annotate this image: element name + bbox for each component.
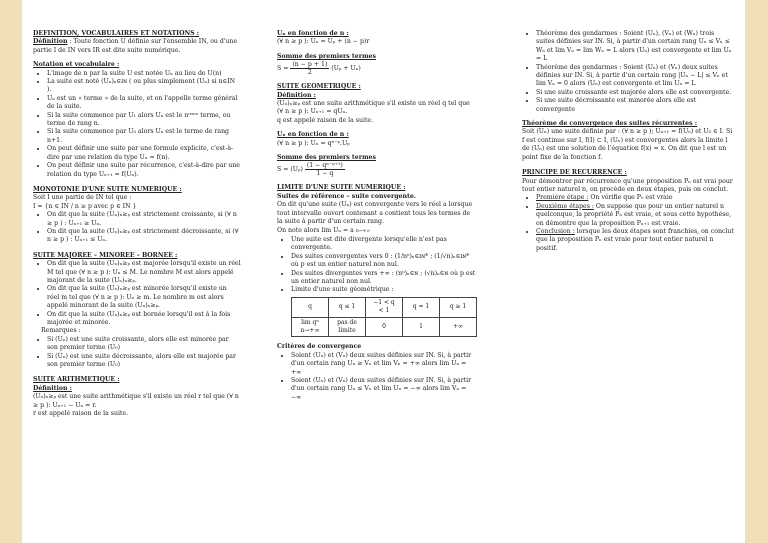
geo-sum-label: Somme des premiers termes [277,154,376,162]
table-cell: +∞ [440,317,477,337]
list-item: • Première étape : On vérifie que P₀ est vraie [536,194,734,202]
monotonie-list [33,211,241,245]
limite-list [277,236,477,295]
table-cell: 1 [403,317,440,337]
table-cell: q ≥ 1 [440,297,477,317]
remarques-label: Remarques : [41,327,81,335]
list-item: • Soient (Uₙ) et (Vₙ) deux suites définies sur IN. Si, à partir d'un certain rang Uₙ ≤ Vₙ et lim Uₙ = −∞ alors lim Vₙ = −∞ [291,377,477,402]
monotonie-intro: Soit I une partie de IN tel que : [33,194,132,202]
definition-paragraph: Définition : Toute fonction U définie sur l'ensemble IN, ou d'une partie I de IN vers IR est dite suite numérique. [33,38,238,54]
list-item: • Théorème des gendarmes : Soient (Uₙ), (Vₙ) et (Wₙ) trois suites définies sur IN. Si, à partir d'un certain rang Uₙ ≤ Vₙ ≤ Wₙ et lim Vₙ = lim Wₙ = L alors (Uₙ) est convergente et lim Uₙ = L [536,30,734,64]
list-item: • Deuxième étapes : On suppose que pour un entier naturel n quelconque, la propriété Pₙ est vraie, et sous cette hypothèse, on démontre que la proposition Pₙ₊₁ est vraie. [536,203,734,228]
table-row [292,317,477,337]
section-title-monotonie: MONOTONIE D'UNE SUITE NUMERIQUE : [33,185,182,193]
list-item: • Si (Uₙ) est une suite croissante, alors elle est minorée par son premier terme (U₀) [47,336,241,353]
fraction: $\frac{\text{(1 − qⁿ⁻ᵖ⁺¹)}}{1 - q}$ [306,162,343,178]
list-item: • On dit que la suite (Uₙ)ₙ≥ₚ est strictement croissante, si (∀ n ≥ p ) : Uₙ₊₁ ≥ Uₙ. [47,211,241,228]
arith-sum-label: Somme des premiers termes [277,52,376,60]
arith-def-label: Définition : [33,384,72,392]
arith-fn-label: Uₙ en fonction de n : [277,30,349,37]
arith-def-text: (Uₙ)ₙ≥ₚ est une suite arithmétique s'il existe un réel r tel que (∀ n ≥ p ): Uₙ₊₁ − Uₙ = r. [33,393,239,409]
arith-sum-formula: S = $\frac{(n - p + 1)}{2}$ (Uₚ + Uₙ) [277,61,361,77]
table-cell: 0 [366,317,403,337]
limite-subtitle: Suites de référence – suite convergente. [277,192,416,200]
column-1 [33,30,241,418]
convergence-title: Critères de convergence [277,343,362,351]
list-item: • Théorème des gendarmes : Soient (Uₙ) et (Vₙ) deux suites définies sur IN. Si, à partir d'un certain rang |Uₙ − L| ≤ Vₙ et lim Vₙ = 0 alors (Uₙ) est convergente et lim Uₙ = L [536,64,734,89]
section-title-geometrique: SUITE GEOMETRIQUE : [277,83,361,91]
fraction: $\frac{(n - p + 1)}{2}$ [292,61,328,77]
list-item: • Des suites divergentes vers +∞ : (nᵖ)ₙ∈ɴ ; (√n)ₙ∈ɴ où p est un entier naturel non nul. [291,270,477,287]
list-item: • On dit que la suite (Uₙ)ₙ≥ₚ est minorée lorsqu'il existe un réel m tel que (∀ n ≥ p ): Uₙ ≥ m. Le nombre m est alors appelé minorant de la suite (Uₙ)ₙ≥ₚ. [47,285,241,310]
recurrentes-title: Théorème de convergence des suites récurrentes : [522,120,698,128]
list-item: • On dit que la suite (Uₙ)ₙ≥ₚ est majorée lorsqu'il existe un réel M tel que (∀ n ≥ p ): Uₙ ≤ M. Le nombre M est alors appelé majorant de la suite (Uₙ)ₙ≥ₚ. [47,260,241,285]
list-item: • Si une suite décroissante est minorée alors elle est convergente [536,97,734,114]
list-item: • Une suite est dite divergente lorsqu'elle n'est pas convergente. [291,236,477,253]
geo-fn: (∀ n ≥ p ): Uₙ = qⁿ⁻ᵖ.Uₚ [277,139,350,147]
table-cell: q ≤ 1 [329,297,366,317]
list-item: • L'image de n par la suite U est notée Uₙ au lieu de U(n) [47,70,241,78]
section-title-bornee: SUITE MAJOREE – MINOREE – BORNEE : [33,251,178,259]
list-item: • On dit que la suite (Uₙ)ₙ≥ₚ est bornée lorsqu'il est à la fois majorée et minorée. [47,311,241,328]
convergence-list [277,352,477,402]
gendarmes-list [522,30,734,114]
recurrence-list [522,194,734,253]
column-3 [522,30,734,253]
geo-def-text: (Uₙ)ₙ≥ₚ est une suite arithmétique s'il existe un réel q tel que (∀ n ≥ p ): Uₙ₊₁ = qUₙ. [277,100,470,116]
section-title-arithmetique: SUITE ARITHMETIQUE : [33,376,120,384]
geometric-limit-table [291,297,477,338]
section-title-recurrence: PRINCIPE DE RECURRENCE : [522,169,627,177]
table-row [292,297,477,317]
list-item: • Soient (Uₙ) et (Vₙ) deux suites définies sur IN. Si, à partir d'un certain rang Uₙ ≥ Vₙ et lim Vₙ = +∞ alors lim Uₙ = +∞ [291,352,477,377]
table-cell: q = 1 [403,297,440,317]
table-cell: lim qⁿ n→+∞ [292,317,329,337]
list-item: • Conclusion : lorsque les deux étapes sont franchies, on conclut que la proposition Pₙ est vraie pour tout entier naturel n positif. [536,228,734,253]
list-item: • On peut définir une suite par récurrence, c'est-à-dire par une relation du type Uₙ₊₁ = f(Uₙ). [47,162,241,179]
notation-list [33,70,241,179]
arith-reason: r est appelé raison de la suite. [33,410,129,418]
arith-fn: (∀ n ≥ p ): Uₙ = Uₚ + (n − p)r [277,38,370,46]
recurrentes-text: Soit (Uₙ) une suite définie par : (∀ n ≥ p ); Uₙ₊₁ = f(Uₙ) et U₀ ∈ I. Si f est continue sur I, f(I) ⊂ I, (Uₙ) est convergentes alors la limite l de (Uₙ) est une solution de l'équation f(x) = x. On dit que l est un point fixe de la fonction f. [522,128,733,161]
geo-def-label: Définition : [277,91,316,99]
geo-reason: q est appelé raison de la suite. [277,116,374,124]
monotonie-set: I = {n ∈ IN / n ≥ p avec p ∈ IN } [33,202,137,210]
geo-sum-formula: S = (Uₚ) $\frac{\text{(1 − qⁿ⁻ᵖ⁺¹)}}{1 - q}$ [277,162,343,178]
table-cell: −1 < q < 1 [366,297,403,317]
limite-text: On dit qu'une suite (Uₙ) est convergente vers le réel a lorsque tout intervalle ouvert contenant a contient tous les termes de la suite à partir d'un certain rang. [277,201,473,226]
list-item: • Si la suite commence par U₀ alors Uₙ est le terme de rang n+1. [47,128,241,145]
geo-fn-label: Uₙ en fonction de n : [277,131,349,139]
bornee-list [33,260,241,327]
list-item: • Si (Uₙ) est une suite décroissante, alors elle est majorée par son premier terme (U₀) [47,353,241,370]
section-title-limite: LIMITE D'UNE SUITE NUMERIQUE : [277,184,406,192]
table-cell: q [292,297,329,317]
section-title-definitions: DEFINITION, VOCABULAIRES ET NOTATIONS : [33,30,200,37]
list-item: • Des suites convergentes vers 0 : (1/nᵖ)ₙ∈ɪɴ* ; (1/√n)ₙ∈ɪɴ* où p est un entier naturel non nul. [291,253,477,270]
list-item: • On peut définir une suite par une formule explicite, c'est-à-dire par une relation du type Uₙ = f(n). [47,145,241,162]
notation-title: Notation et vocabulaire : [33,61,120,69]
list-item: • Si la suite commence par U₁ alors Uₙ est le nᶦᵉᵐᵉ terme, ou terme de rang n. [47,112,241,129]
column-2 [277,30,477,402]
list-item: • On dit que la suite (Uₙ)ₙ≥ₚ est strictement décroissante, si (∀ n ≥ p ) : Uₙ₊₁ ≤ Uₙ. [47,228,241,245]
remarques-list [33,336,241,370]
list-item: • La suite est noté (Uₙ)ₙ∈ɪɴ ( ou plus simplement (Uₙ) si n∈IN ). [47,78,241,95]
list-item: • Si une suite croissante est majorée alors elle est convergente. [536,89,734,97]
table-cell: pas de limite [329,317,366,337]
recurrence-text: Pour démontrer par récurrence qu'une proposition Pₙ est vrai pour tout entier naturel n, on procède en deux étapes, puis on conclut. [522,177,733,193]
limite-note: On note alors lim Uₙ = a n→+∞ [277,226,371,234]
list-item: • Limite d'une suite géométrique : [291,286,477,294]
list-item: • Uₙ est un « terme » de la suite, et on l'appelle terme général de la suite. [47,95,241,112]
